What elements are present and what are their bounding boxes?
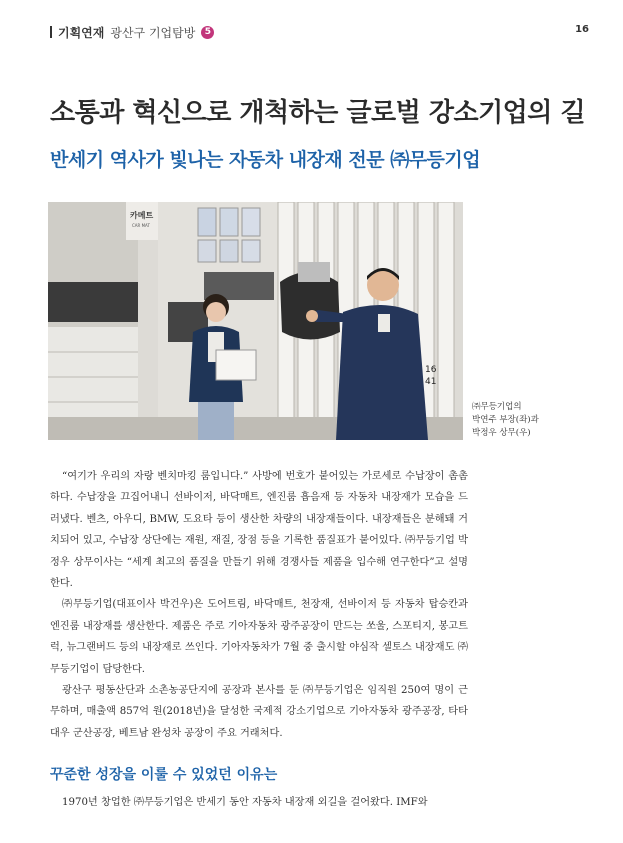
article-subtitle: 반세기 역사가 빛나는 자동차 내장재 전문 ㈜무등기업 — [50, 149, 481, 171]
body-paragraph: 1970년 창업한 ㈜무등기업은 반세기 동안 자동차 내장재 외길을 걸어왔다. IMF와 — [62, 797, 428, 808]
photo-illustration — [48, 202, 463, 440]
article-title: 소통과 혁신으로 개척하는 글로벌 강소기업의 길 — [50, 98, 586, 128]
number-tag-2: 16 — [425, 365, 437, 375]
sign-text: 카메트 — [130, 211, 154, 220]
body-paragraph: “여기가 우리의 자랑 벤치마킹 룸입니다.” 사방에 번호가 붙어있는 가로세로 수납장이 촘촘하다. 수납장을 끄집어내니 선바이저, 바닥매트, 엔진룸 흡음재 등 자동차 내장재가 모습을 드러냈다. 벤츠, 아우디, BMW, 도요타 등이 생산한 차량의 내장재들이다. 내장재들은 분해돼 거치되어 있고, 수납장 상단에는 재원, 재질, 장점 등을 기록한 품질표가 붙어있다. ㈜무등기업 박정우 상무이사는 “세계 최고의 품질을 만들기 위해 경쟁사들 제품을 입수해 연구한다”고 설명한다. — [50, 471, 468, 590]
section-label: 광산구 기업탐방 — [110, 25, 196, 40]
caption-line: 박정우 상무(우) — [472, 428, 531, 438]
section-body — [50, 792, 468, 813]
photo-caption — [472, 401, 612, 440]
header-bar — [50, 26, 52, 38]
caption-line: ㈜무등기업의 — [472, 402, 522, 412]
caption-line: 박연주 부장(좌)과 — [472, 415, 539, 425]
series-header — [50, 22, 214, 42]
page-number: 16 — [575, 24, 589, 35]
number-tag-4: 41 — [425, 377, 437, 387]
sign-sub: CAR MAT — [132, 223, 150, 228]
body-paragraph: 광산구 평동산단과 소촌농공단지에 공장과 본사를 둔 ㈜무등기업은 임직원 250여 명이 근무하며, 매출액 857억 원(2018년)을 달성한 국제적 강소기업으로 기아자동차 광주공장, 타타대우 군산공장, 베트남 완성차 공장이 주요 거래처다. — [50, 685, 468, 739]
series-label: 기획연재 — [58, 25, 105, 40]
issue-badge: 5 — [201, 26, 214, 39]
body-paragraph: ㈜무등기업(대표이사 박건우)은 도어트림, 바닥매트, 천장재, 선바이저 등 자동차 탑승칸과 엔진룸 내장재를 생산한다. 제품은 주로 기아자동차 광주공장이 만드는 쏘울, 스포티지, 봉고트럭, 뉴그랜버드 등의 내장재로 쓰인다. 기아자동차가 7월 중 출시할 야심작 셀토스 내장재도 ㈜무등기업이 담당한다. — [50, 599, 468, 675]
article-photo — [48, 202, 463, 440]
article-body — [50, 466, 468, 744]
section-heading: 꾸준한 성장을 이룰 수 있었던 이유는 — [50, 767, 278, 783]
